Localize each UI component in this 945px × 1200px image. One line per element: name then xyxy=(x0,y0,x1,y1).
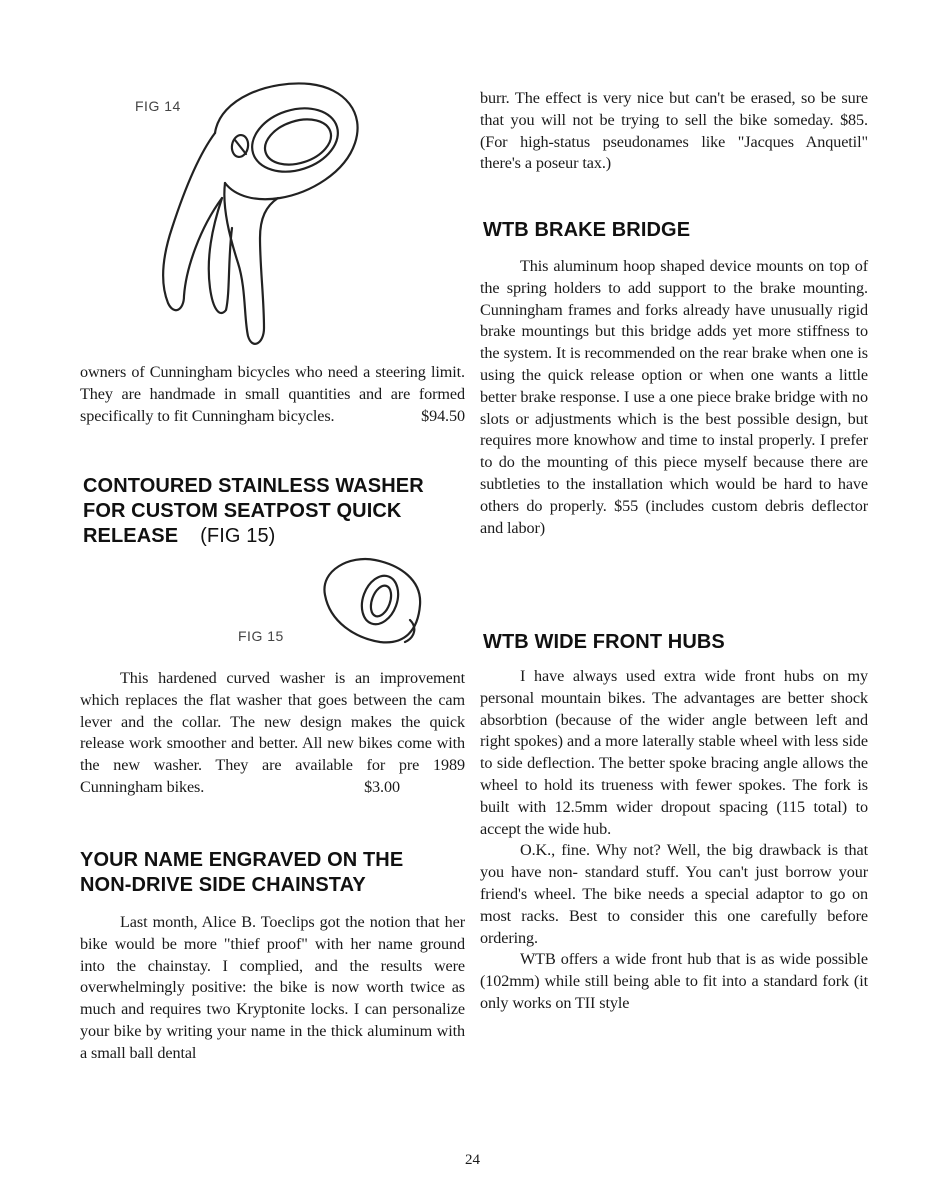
engraving-description: Last month, Alice B. Toeclips got the notion that her bike would be more "thief proof" with her name ground into the chainstay. I complied, and the results were overwhelmingly positive: the bike is now worth twice as much and requires two Kryptonite locks. I can personalize your bike by writing your name in the thick aluminum with a small ball dental xyxy=(80,913,465,1062)
fig14-label: FIG 14 xyxy=(135,98,181,114)
engraving-heading-line2: NON-DRIVE SIDE CHAINSTAY xyxy=(80,874,366,896)
brake-bridge-description: This aluminum hoop shaped device mounts on top of the spring holders to add support to the brake mounting. Cunningham frames and forks already have unusually rigid brake mountings but this bridge adds yet more stiffness to the system. It is recommended on the rear brake when one is using the quick release option or when one wants a little better brake response. I use a one piece brake bridge with no slots or adjustments which is the best possible design, but requires more knowhow and time to instal properly. I prefer to do the mounting of this piece myself because there are subtleties to the installation which would be hard to have others do properly. $55 (includes custom debris deflector and labor) xyxy=(480,257,868,537)
fig15-label: FIG 15 xyxy=(238,628,284,644)
fig14-headset-limiter-illustration xyxy=(160,78,380,348)
engraving-heading xyxy=(80,848,465,898)
page-number: 24 xyxy=(465,1152,480,1168)
washer-heading-line1: CONTOURED STAINLESS WASHER xyxy=(83,475,424,497)
brake-bridge-heading: WTB BRAKE BRIDGE xyxy=(483,219,691,241)
limiter-description xyxy=(80,362,465,427)
washer-heading-line3: RELEASE xyxy=(83,525,179,547)
limiter-text: owners of Cunningham bicycles who need a steering limit. They are handmade in small quantities and are formed specifically to fit Cunningham bicycles. xyxy=(80,363,465,425)
engraving-continued: burr. The effect is very nice but can't be erased, so be sure that you will not be trying to sell the bike someday. $85. (For high-status pseudonames like "Jacques Anquetil" there's a poseur tax.) xyxy=(480,89,868,173)
engraving-heading-line1: YOUR NAME ENGRAVED ON THE xyxy=(80,849,404,871)
hubs-paragraph-2: O.K., fine. Why not? Well, the big drawback is that you have non- standard stuff. You can't just borrow your friend's wheel. The bike needs a special adaptor to go on most racks. Best to consider this one carefully before ordering. xyxy=(480,841,868,947)
limiter-price: $94.50 xyxy=(421,406,465,425)
washer-description xyxy=(80,668,465,799)
fig15-washer-illustration xyxy=(310,550,430,650)
hubs-paragraph-3: WTB offers a wide front hub that is as wide possible (102mm) while still being able to fit into a standard fork (it only works on TII style xyxy=(480,950,868,1012)
hubs-section xyxy=(480,666,868,1015)
hubs-paragraph-1: I have always used extra wide front hubs on my personal mountain bikes. The advantages are better shock absorbtion (because of the wider angle between left and right spokes) and a more laterally stable wheel with less side to side deflection. The better spoke bracing angle allows the wheel to hold its trueness with fewer spokes. The fork is built with 12.5mm wider dropout spacing (115 total) to accept the wide hub. xyxy=(480,667,868,838)
washer-heading xyxy=(83,474,468,549)
washer-heading-line2: FOR CUSTOM SEATPOST QUICK xyxy=(83,500,402,522)
washer-figref: (FIG 15) xyxy=(200,525,276,547)
hubs-heading: WTB WIDE FRONT HUBS xyxy=(483,631,725,653)
washer-price: $3.00 xyxy=(364,777,400,796)
washer-text: This hardened curved washer is an improvement which replaces the flat washer that goes between the cam lever and the collar. The new design makes the quick release work smoother and better. All new bikes come with the new washer. They are available for pre 1989 Cunningham bikes. xyxy=(80,669,465,796)
